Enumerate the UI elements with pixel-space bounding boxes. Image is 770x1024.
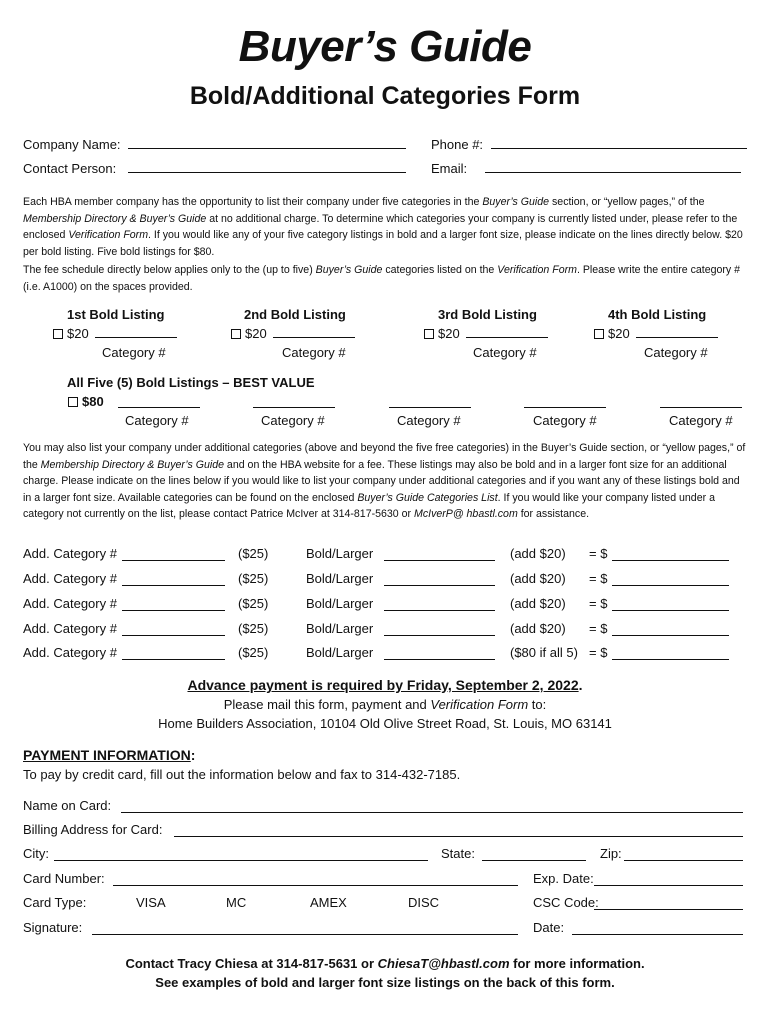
zip-label: Zip: — [600, 846, 622, 861]
total-label: = $ — [589, 596, 608, 611]
bold-listing-2-option: $20 — [231, 326, 355, 341]
total-label: = $ — [589, 546, 608, 561]
total-field[interactable] — [612, 574, 729, 586]
state-field[interactable] — [482, 849, 586, 861]
billing-address-row — [23, 822, 162, 837]
name-on-card-field[interactable] — [121, 801, 743, 813]
csc-code-field[interactable] — [594, 898, 743, 910]
total-label: = $ — [589, 571, 608, 586]
card-type-amex[interactable]: AMEX — [310, 895, 347, 910]
add-category-price: ($25) — [238, 621, 269, 636]
bold-listing-1-category-label: Category # — [102, 345, 166, 360]
mail-instructions: Please mail this form, payment and Verification Form to: — [223, 697, 547, 712]
all-five-field-2[interactable] — [253, 396, 335, 408]
card-number-label: Card Number: — [23, 871, 105, 886]
all-five-category-label-3: Category # — [397, 413, 461, 428]
payment-deadline: Advance payment is required by Friday, September 2, 2022. — [187, 677, 583, 693]
bold-larger-label: Bold/Larger — [306, 621, 374, 636]
phone-row — [431, 137, 747, 152]
additional-categories-paragraph: You may also list your company under additional categories (above and beyond the five free categories) in the Buyer’s Guide section, or “yellow pages,” of the Membership Directory & Buyer’s Guide and on the HBA website for a fee. These listings may also be bold and in a larger font size for an additional charge. Please indicate on the lines below if you would like to list your company under additional categories and if you want any of these listings bold and in a larger font size. Available categories can be found on the enclosed Buyer’s Guide Categories List. If you would like your company listed under a category not currently on the list, please contact Patrice McIver at 314-817-5630 or McIverP@ hbastl.com for assistance. — [23, 442, 746, 520]
company-name-label: Company Name: — [23, 137, 121, 152]
add-category-field[interactable] — [122, 648, 225, 660]
add-category-label: Add. Category # — [23, 621, 117, 636]
add-category-field[interactable] — [122, 599, 225, 611]
phone-label: Phone #: — [431, 137, 484, 152]
card-type-mc[interactable]: MC — [226, 895, 247, 910]
bold-larger-label: Bold/Larger — [306, 596, 374, 611]
bold-larger-label: Bold/Larger — [306, 571, 374, 586]
date-label: Date: — [533, 920, 565, 935]
city-row — [23, 846, 49, 861]
bold-listing-4-heading: 4th Bold Listing — [608, 307, 707, 322]
bold-larger-label: Bold/Larger — [306, 645, 374, 660]
bold-listing-3-option: $20 — [424, 326, 548, 341]
add-category-field[interactable] — [122, 549, 225, 561]
bold-listing-2-category-label: Category # — [282, 345, 346, 360]
add-fee-label: ($80 if all 5) — [510, 645, 578, 660]
contact-person-field[interactable] — [128, 161, 406, 173]
bold-listing-3-checkbox[interactable] — [424, 329, 434, 339]
form-title: Buyer’s Guide — [238, 22, 532, 71]
mailing-address: Home Builders Association, 10104 Old Olive Street Road, St. Louis, MO 63141 — [158, 716, 612, 731]
billing-address-label: Billing Address for Card: — [23, 822, 163, 837]
all-five-option: $80 — [68, 394, 104, 409]
card-type-visa[interactable]: VISA — [136, 895, 166, 910]
bold-larger-field[interactable] — [384, 599, 495, 611]
all-five-heading: All Five (5) Bold Listings – BEST VALUE — [67, 375, 315, 390]
all-five-field-3[interactable] — [389, 396, 471, 408]
add-category-label: Add. Category # — [23, 546, 117, 561]
all-five-field-5[interactable] — [660, 396, 742, 408]
bold-listing-4-checkbox[interactable] — [594, 329, 604, 339]
intro-paragraph-1: Each HBA member company has the opportunity to list their company under five categories in the Buyer’s Guide section, or “yellow pages,” of the Membership Directory & Buyer’s Guide at no additional charge. To determine which categories your company is currently listed under, please refer to the enclosed Verification Form. If you would like any of your five category listings in bold and a larger font size, please indicate on the lines directly below. $20 per bold listing. Five bold listings for $80. — [23, 196, 743, 258]
csc-code-label: CSC Code: — [533, 895, 599, 910]
add-category-label: Add. Category # — [23, 571, 117, 586]
add-fee-label: (add $20) — [510, 571, 566, 586]
add-category-label: Add. Category # — [23, 596, 117, 611]
add-category-field[interactable] — [122, 624, 225, 636]
name-on-card-row — [23, 798, 111, 813]
city-field[interactable] — [54, 849, 428, 861]
total-field[interactable] — [612, 549, 729, 561]
total-field[interactable] — [612, 599, 729, 611]
add-category-price: ($25) — [238, 546, 269, 561]
email-label: Email: — [431, 161, 468, 176]
bold-listing-3-category-label: Category # — [473, 345, 537, 360]
all-five-category-label-5: Category # — [669, 413, 733, 428]
payment-instructions: To pay by credit card, fill out the information below and fax to 314-432-7185. — [23, 767, 461, 782]
bold-larger-label: Bold/Larger — [306, 546, 374, 561]
intro-paragraph-2: The fee schedule directly below applies only to the (up to five) Buyer’s Guide categories listed on the Verification Form. Please write the entire category # (i.e. A1000) on the spaces provided. — [23, 264, 741, 293]
bold-larger-field[interactable] — [384, 574, 495, 586]
zip-field[interactable] — [624, 849, 743, 861]
add-fee-label: (add $20) — [510, 596, 566, 611]
total-field[interactable] — [612, 648, 729, 660]
bold-listing-1-checkbox[interactable] — [53, 329, 63, 339]
form-subtitle: Bold/Additional Categories Form — [189, 82, 581, 110]
footer-examples-note: See examples of bold and larger font size listings on the back of this form. — [155, 975, 615, 990]
bold-listing-1-option: $20 — [53, 326, 177, 341]
exp-date-field[interactable] — [594, 874, 743, 886]
signature-field[interactable] — [92, 923, 518, 935]
all-five-field-4[interactable] — [524, 396, 606, 408]
city-label: City: — [23, 846, 49, 861]
bold-listing-4-category-label: Category # — [644, 345, 708, 360]
add-category-price: ($25) — [238, 645, 269, 660]
email-field[interactable] — [485, 161, 741, 173]
add-category-field[interactable] — [122, 574, 225, 586]
contact-person-row — [23, 161, 406, 176]
footer-contact: Contact Tracy Chiesa at 314-817-5631 or ChiesaT@hbastl.com for more information. — [125, 956, 645, 971]
contact-person-label: Contact Person: — [23, 161, 117, 176]
all-five-checkbox[interactable] — [68, 397, 78, 407]
bold-listing-1-heading: 1st Bold Listing — [67, 307, 165, 322]
card-type-label: Card Type: — [23, 895, 87, 910]
add-fee-label: (add $20) — [510, 621, 566, 636]
all-five-category-label-1: Category # — [125, 413, 189, 428]
email-row — [431, 161, 741, 176]
bold-listing-3-field[interactable] — [466, 326, 548, 338]
bold-listing-1-field[interactable] — [95, 326, 177, 338]
bold-larger-field[interactable] — [384, 549, 495, 561]
add-fee-label: (add $20) — [510, 546, 566, 561]
name-on-card-label: Name on Card: — [23, 798, 112, 813]
add-category-price: ($25) — [238, 571, 269, 586]
bold-listing-2-field[interactable] — [273, 326, 355, 338]
total-label: = $ — [589, 645, 608, 660]
card-type-disc[interactable]: DISC — [408, 895, 440, 910]
date-field[interactable] — [572, 923, 743, 935]
all-five-category-label-4: Category # — [533, 413, 597, 428]
card-number-field[interactable] — [113, 874, 518, 886]
bold-listing-2-heading: 2nd Bold Listing — [244, 307, 346, 322]
bold-larger-field[interactable] — [384, 624, 495, 636]
all-five-category-label-2: Category # — [261, 413, 325, 428]
add-category-price: ($25) — [238, 596, 269, 611]
phone-field[interactable] — [491, 137, 747, 149]
bold-listing-3-heading: 3rd Bold Listing — [438, 307, 537, 322]
signature-label: Signature: — [23, 920, 83, 935]
company-name-row — [23, 137, 406, 152]
bold-listing-4-option: $20 — [594, 326, 718, 341]
all-five-field-1[interactable] — [118, 396, 200, 408]
bold-listing-4-field[interactable] — [636, 326, 718, 338]
total-label: = $ — [589, 621, 608, 636]
billing-address-field[interactable] — [174, 825, 743, 837]
exp-date-label: Exp. Date: — [533, 871, 594, 886]
payment-info-heading: PAYMENT INFORMATION: — [23, 747, 196, 763]
add-category-label: Add. Category # — [23, 645, 117, 660]
bold-listing-2-checkbox[interactable] — [231, 329, 241, 339]
state-label: State: — [441, 846, 475, 861]
total-field[interactable] — [612, 624, 729, 636]
company-name-field[interactable] — [128, 137, 406, 149]
bold-larger-field[interactable] — [384, 648, 495, 660]
